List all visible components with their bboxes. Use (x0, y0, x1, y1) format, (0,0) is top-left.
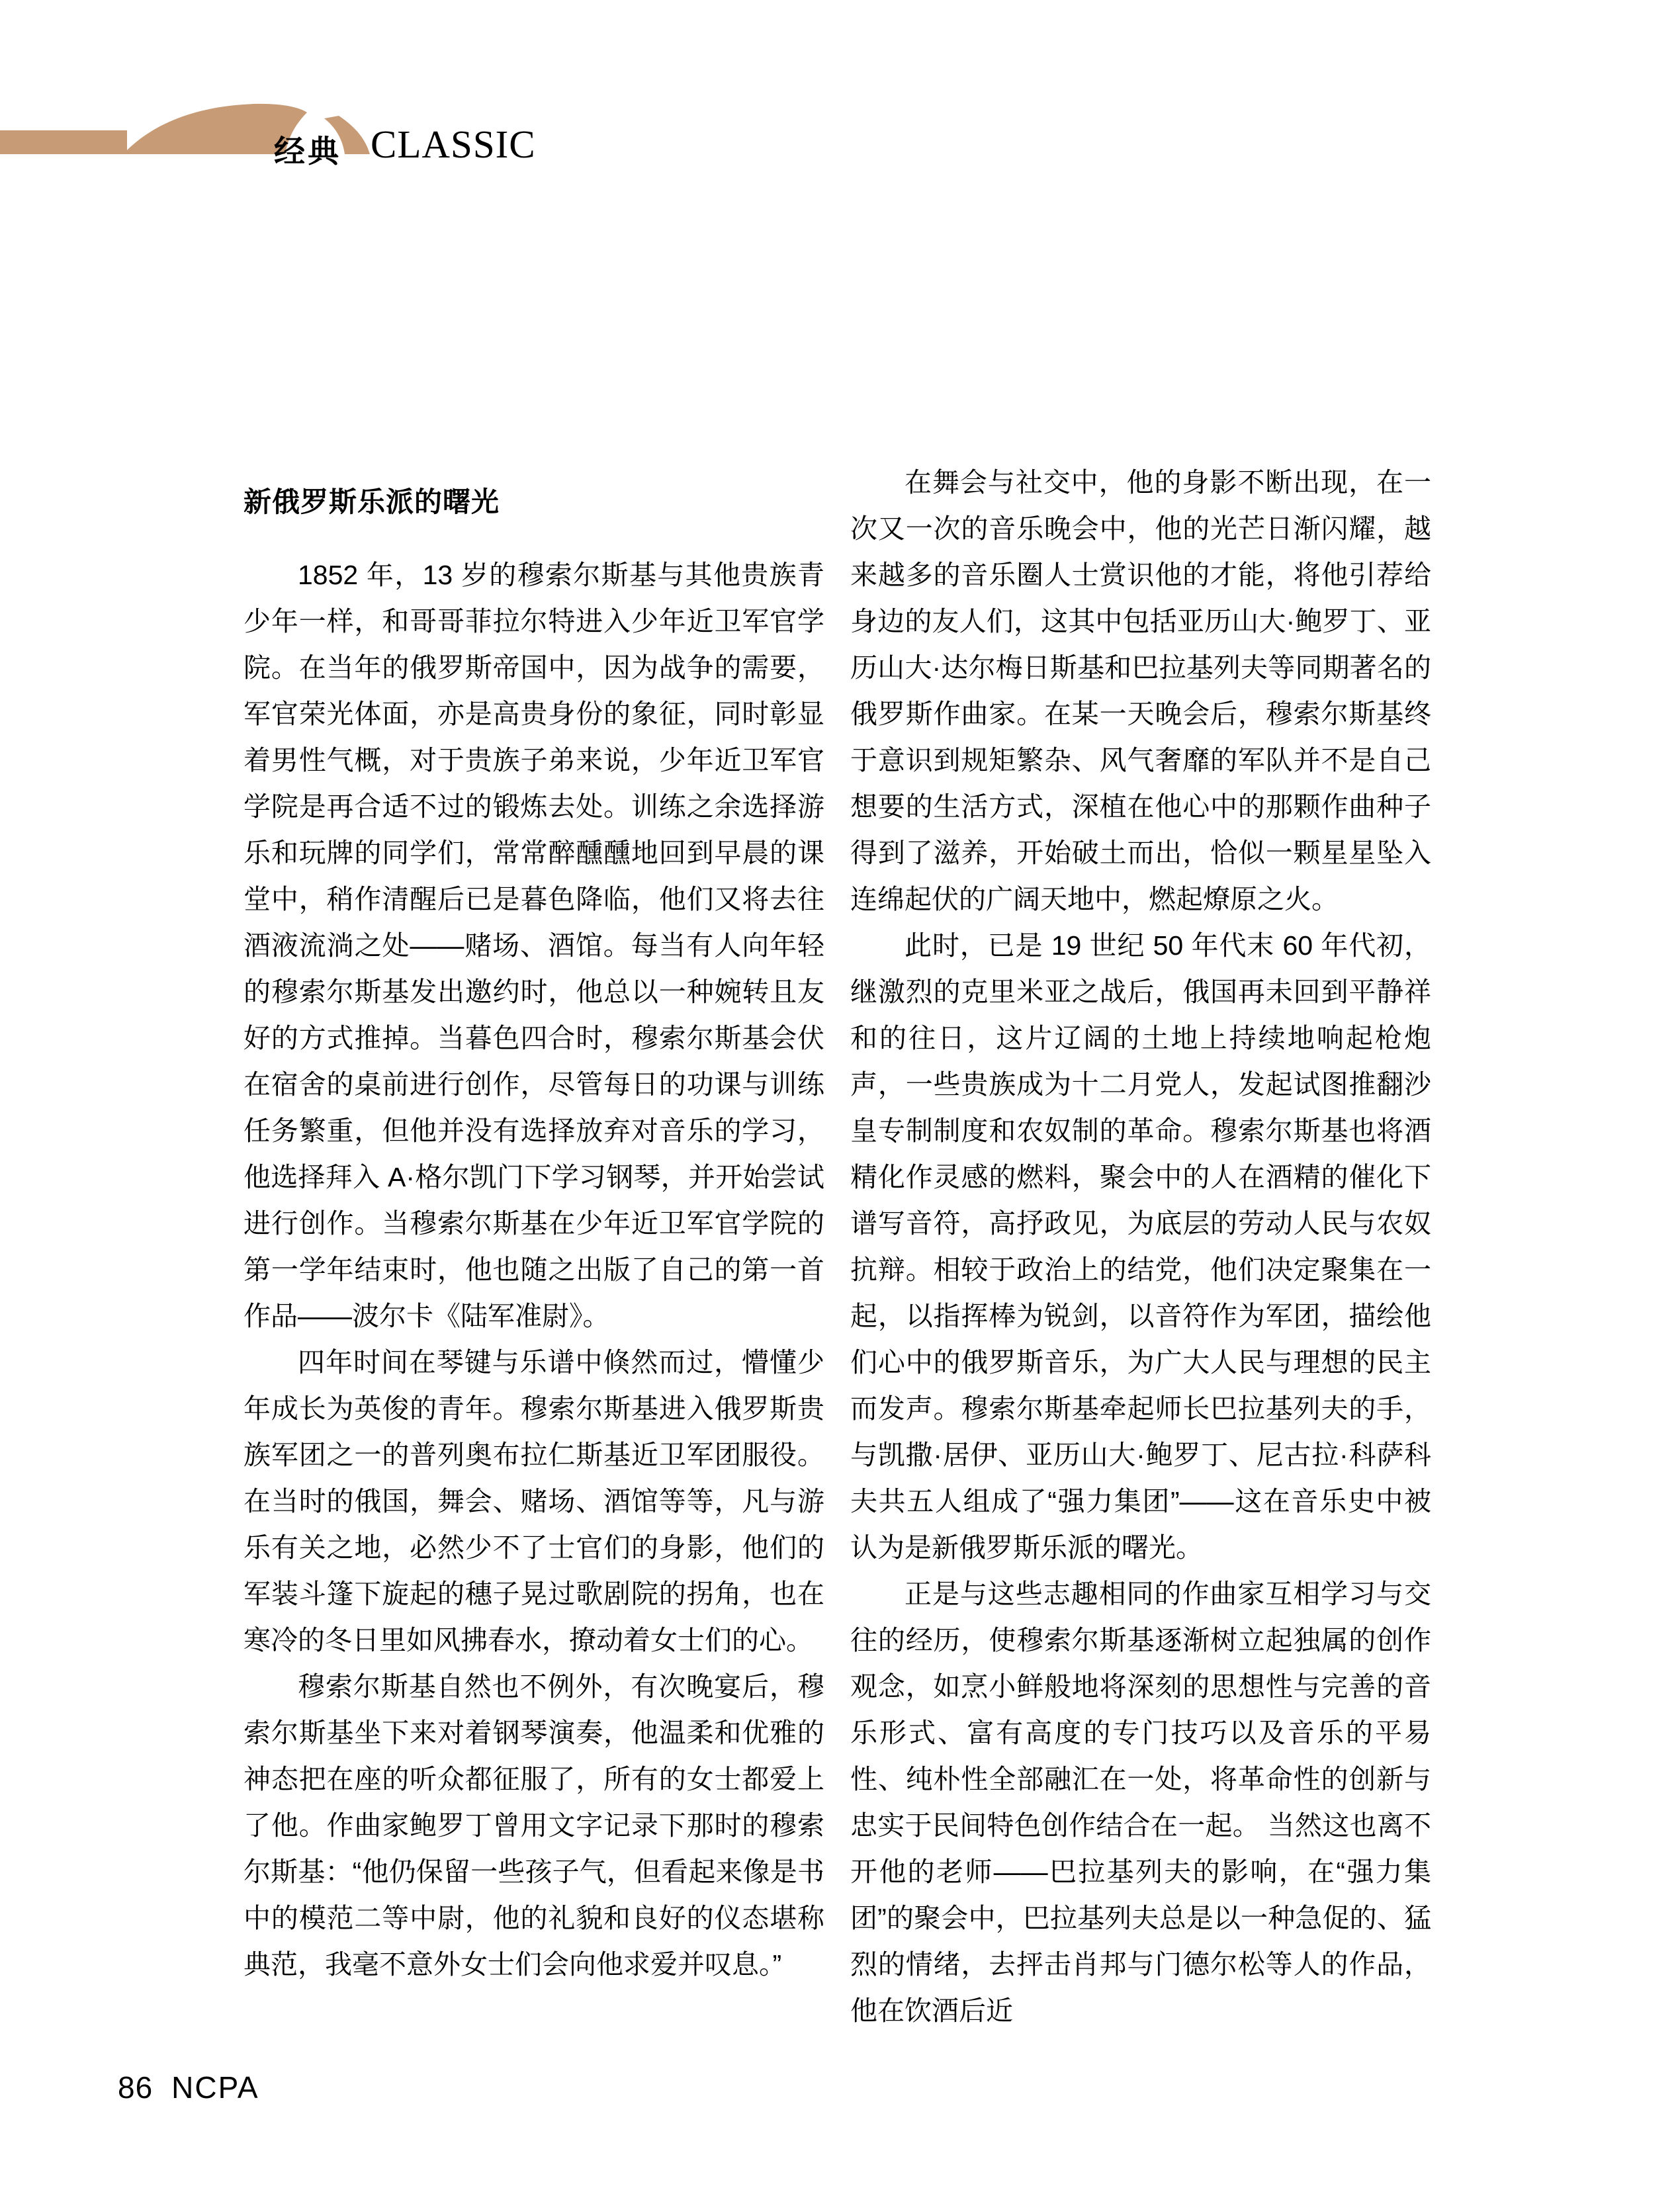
page-number: 86 (118, 2070, 154, 2105)
article-column-right (850, 459, 1431, 2034)
article-heading: 新俄罗斯乐派的曙光 (243, 486, 500, 518)
paragraph: 在舞会与社交中，他的身影不断出现，在一次又一次的音乐晚会中，他的光芒日渐闪耀，越来越多的音乐圈人士赏识他的才能，将他引荐给身边的友人们，这其中包括亚历山大·鲍罗丁、亚历山大·达尔梅日斯基和巴拉基列夫等同期著名的俄罗斯作曲家。在某一天晚会后，穆索尔斯基终于意识到规矩繁杂、风气奢靡的军队并不是自己想要的生活方式，深植在他心中的那颗作曲种子得到了滋养，开始破土而出，恰似一颗星星坠入连绵起伏的广阔天地中，燃起燎原之火。 (850, 467, 1431, 914)
paragraph: 1852 年，13 岁的穆索尔斯基与其他贵族青少年一样，和哥哥菲拉尔特进入少年近卫军官学院。在当年的俄罗斯帝国中，因为战争的需要，军官荣光体面，亦是高贵身份的象征，同时彰显着男性气概，对于贵族子弟来说，少年近卫军官学院是再合适不过的锻炼去处。训练之余选择游乐和玩牌的同学们，常常醉醺醺地回到早晨的课堂中，稍作清醒后已是暮色降临，他们又将去往酒液流淌之处——赌场、酒馆。每当有人向年轻的穆索尔斯基发出邀约时，他总以一种婉转且友好的方式推掉。当暮色四合时，穆索尔斯基会伏在宿舍的桌前进行创作，尽管每日的功课与训练任务繁重，但他并没有选择放弃对音乐的学习，他选择拜入 A·格尔凯门下学习钢琴，并开始尝试进行创作。当穆索尔斯基在少年近卫军官学院的第一学年结束时，他也随之出版了自己的第一首作品——波尔卡《陆军准尉》。 (243, 560, 824, 1331)
section-title-en: CLASSIC (371, 122, 536, 166)
page-footer (118, 2070, 259, 2105)
footer-brand: NCPA (171, 2070, 259, 2105)
ncpa-dome-logo-icon (119, 99, 404, 156)
paragraph: 此时，已是 19 世纪 50 年代末 60 年代初，继激烈的克里米亚之战后，俄国再未回到平静祥和的往日，这片辽阔的土地上持续地响起枪炮声，一些贵族成为十二月党人，发起试图推翻沙皇专制制度和农奴制的革命。穆索尔斯基也将酒精化作灵感的燃料，聚会中的人在酒精的催化下谱写音符，高抒政见，为底层的劳动人民与农奴抗辩。相较于政治上的结党，他们决定聚集在一起，以指挥棒为锐剑，以音符作为军团，描绘他们心中的俄罗斯音乐，为广大人民与理想的民主而发声。穆索尔斯基牵起师长巴拉基列夫的手，与凯撒·居伊、亚历山大·鲍罗丁、尼古拉·科萨科夫共五人组成了“强力集团”——这在音乐史中被认为是新俄罗斯乐派的曙光。 (850, 930, 1431, 1563)
section-title-cn: 经典 (274, 134, 341, 169)
header-accent-bar (0, 130, 127, 154)
paragraph: 四年时间在琴键与乐谱中倏然而过，懵懂少年成长为英俊的青年。穆索尔斯基进入俄罗斯贵族军团之一的普列奥布拉仁斯基近卫军团服役。在当时的俄国，舞会、赌场、酒馆等等，凡与游乐有关之地，必然少不了士官们的身影，他们的军装斗篷下旋起的穗子晃过歌剧院的拐角，也在寒冷的冬日里如风拂春水，撩动着女士们的心。 (243, 1347, 824, 1655)
paragraph: 正是与这些志趣相同的作曲家互相学习与交往的经历，使穆索尔斯基逐渐树立起独属的创作观念，如烹小鲜般地将深刻的思想性与完善的音乐形式、富有高度的专门技巧以及音乐的平易性、纯朴性全部融汇在一处，将革命性的创新与忠实于民间特色创作结合在一起。 当然这也离不开他的老师——巴拉基列夫的影响，在“强力集团”的聚会中，巴拉基列夫总是以一种急促的、猛烈的情绪，去抨击肖邦与门德尔松等人的作品，他在饮酒后近 (850, 1579, 1431, 2026)
paragraph: 穆索尔斯基自然也不例外，有次晚宴后，穆索尔斯基坐下来对着钢琴演奏，他温柔和优雅的神态把在座的听众都征服了，所有的女士都爱上了他。作曲家鲍罗丁曾用文字记录下那时的穆索尔斯基：“他仍保留一些孩子气，但看起来像是书中的模范二等中尉，他的礼貌和良好的仪态堪称典范，我毫不意外女士们会向他求爱并叹息。” (243, 1671, 824, 1980)
article-column-left (243, 552, 824, 1988)
